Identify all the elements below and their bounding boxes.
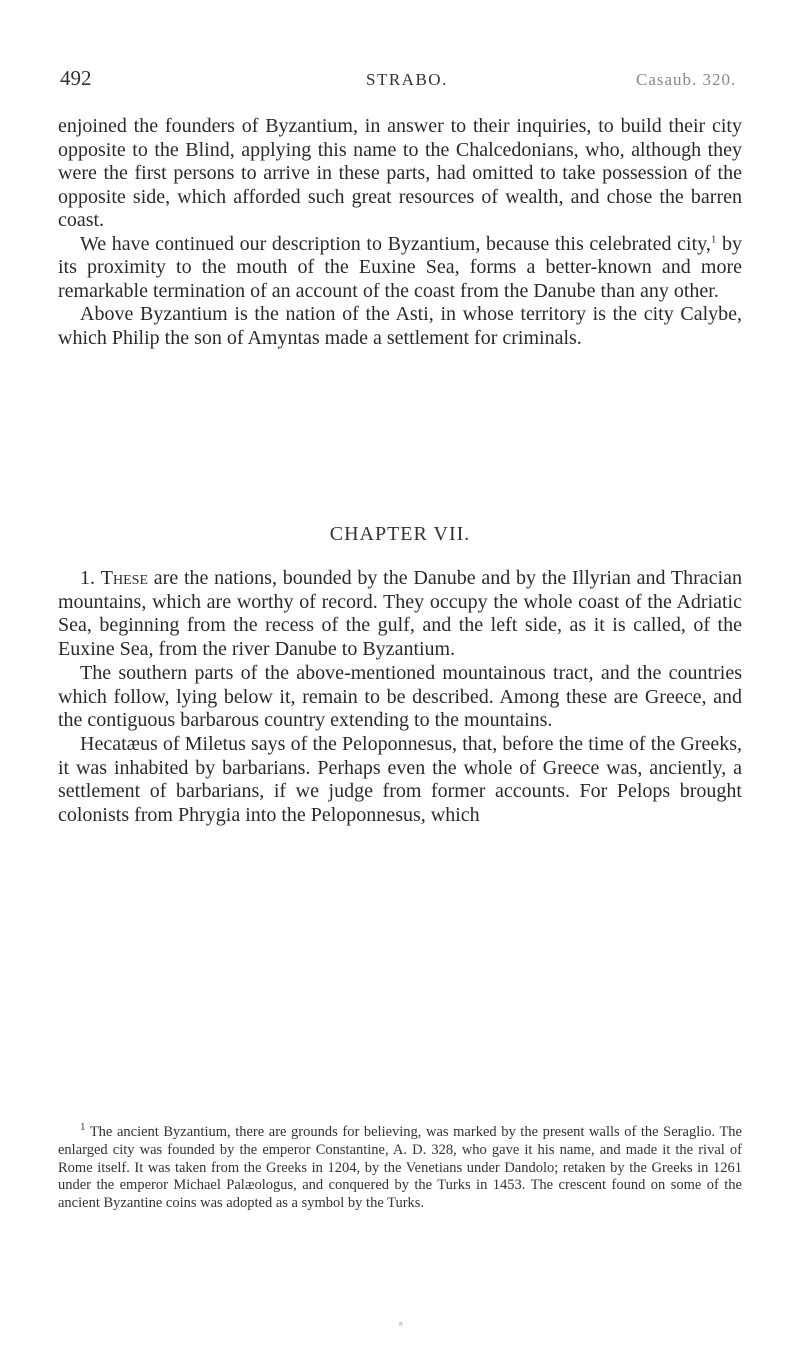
paragraph: The southern parts of the above-mentioned mountainous tract, and the countries which follow, lying below it, remain to be described. Among these are Greece, and the contiguous barbarous country extending to the mountains. [58,661,742,732]
stray-mark: ⁿ [399,1318,403,1332]
paragraph: Hecatæus of Miletus says of the Peloponnesus, that, before the time of the Greeks, it was inhabited by barbarians. Perhaps even the whole of Greece was, anciently, a settlement of barbarians, if we judge from former accounts. For Pelops brought colonists from Phrygia into the Peloponnesus, which [58,732,742,827]
page-number: 492 [60,66,92,90]
footnotes [58,1121,742,1213]
paragraph-text: We have continued our description to Byzantium, because this celebrated city, [80,232,711,255]
paragraph: enjoined the founders of Byzantium, in answer to their inquiries, to build their city opposite to the Blind, applying this name to the Chalcedonians, who, although they were the first persons to arrive in these parts, had omitted to take possession of the opposite side, which afforded such great resources of wealth, and chose the barren coast. [58,115,742,231]
paragraph: Above Byzantium is the nation of the Asti, in whose territory is the city Calybe, which Philip the son of Amyntas made a settlement for criminals. [58,303,742,349]
section-number: 1. [80,567,101,589]
paragraph [58,567,742,662]
continuation-text [58,115,742,350]
footnote [58,1121,742,1213]
footnote-text: The ancient Byzantium, there are grounds for believing, was marked by the present walls of the Seraglio. The enlarged city was founded by the emperor Constantine, A. D. 328, who gave it his name, and made it the rival of Rome itself. It was taken from the Greeks in 1204, by the Venetians under Dandolo; retaken by the Greeks in 1261 under the emperor Michael Palæologus, and conquered by the Turks in 1453. The crescent found on some of the ancient Byzantine coins was adopted as a symbol by the Turks. [58,1124,742,1212]
paragraph-text: by its proximity to the mouth of the Euxine Sea, forms a better-known and more remarkable termination of an account of the coast from the Danube than any other. [58,232,742,302]
paragraph [58,233,742,304]
footnote-reference: 1 [710,232,717,245]
running-title: STRABO. [366,70,448,89]
chapter-text [58,567,742,828]
page-header [0,66,800,102]
paragraph-text: are the nations, bounded by the Danube and by the Illyrian and Thracian mountains, which are worthy of record. They occupy the whole coast of the Adriatic Sea, beginning from the recess of the gulf, and the left side, as it is called, of the Euxine Sea, from the river Danube to Byzantium. [58,567,742,661]
footnote-mark: 1 [80,1121,86,1134]
marginal-reference: Casaub. 320. [636,70,737,89]
lead-word: These [100,567,148,589]
chapter-heading: CHAPTER VII. [329,523,471,545]
